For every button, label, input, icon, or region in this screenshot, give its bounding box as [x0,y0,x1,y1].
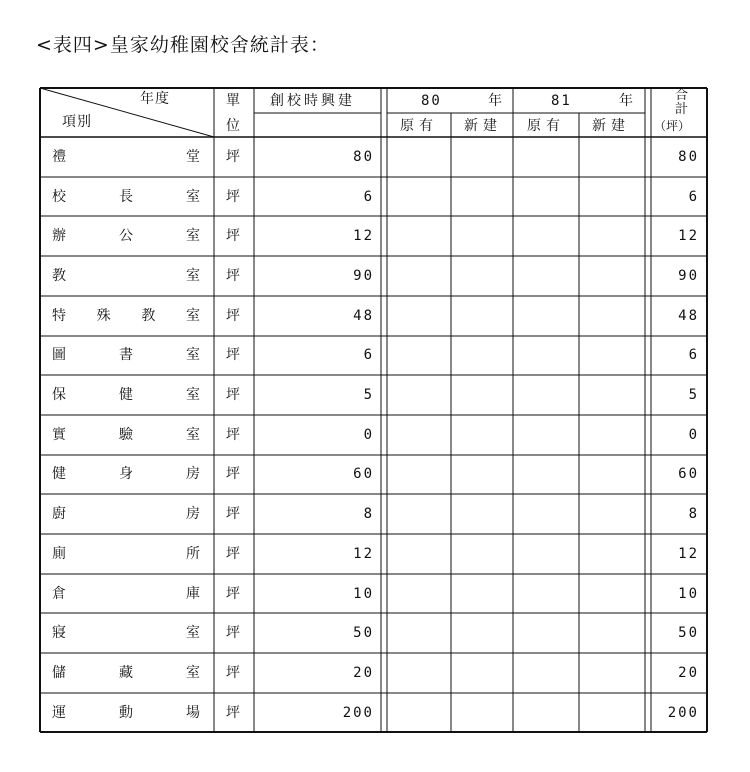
row-founding-value: 60 [353,466,374,482]
row-unit: 坪 [226,506,240,522]
row-founding-value: 50 [353,625,374,641]
header-81-newbuild: 新建 [592,118,630,134]
row-total-value: 6 [688,347,699,363]
row-unit: 坪 [226,228,240,244]
row-unit: 坪 [226,149,240,165]
row-total-value: 10 [678,586,699,602]
row-total-value: 12 [678,228,699,244]
header-founding: 創校時興建 [270,93,355,109]
row-unit: 坪 [226,705,240,721]
row-item-label: 運 動 場 [52,705,200,721]
row-unit: 坪 [226,427,240,443]
row-founding-value: 8 [363,506,374,522]
row-founding-value: 90 [353,268,374,284]
row-item-label: 倉 庫 [52,586,200,602]
row-unit: 坪 [226,546,240,562]
header-total-line3: （坪） [654,119,691,133]
row-item-label: 教 室 [52,268,200,284]
header-unit-line2: 位 [226,118,241,134]
header-year-81: 81 [551,93,572,109]
header-year-80: 80 [421,93,442,109]
row-item-label: 校 長 室 [52,189,200,205]
row-unit: 坪 [226,308,240,324]
row-item-label: 辦 公 室 [52,228,200,244]
row-founding-value: 5 [363,387,374,403]
header-year-label: 年度 [140,91,170,107]
row-item-label: 儲 藏 室 [52,665,200,681]
row-founding-value: 6 [363,347,374,363]
header-81-original: 原有 [527,118,565,134]
row-founding-value: 12 [353,228,374,244]
row-total-value: 12 [678,546,699,562]
row-total-value: 5 [688,387,699,403]
row-founding-value: 0 [363,427,374,443]
row-unit: 坪 [226,387,240,403]
header-total-line1: 合 [675,88,690,103]
row-total-value: 0 [688,427,699,443]
row-unit: 坪 [226,189,240,205]
row-item-label: 寢 室 [52,625,200,641]
header-year-81-nian: 年 [619,93,634,109]
row-total-value: 20 [678,665,699,681]
header-total-line2: 計 [675,102,690,117]
page-title: <表四>皇家幼稚園校舍統計表： [36,34,330,56]
row-founding-value: 6 [363,189,374,205]
row-unit: 坪 [226,586,240,602]
row-item-label: 保 健 室 [52,387,200,403]
row-founding-value: 48 [353,308,374,324]
header-item-label: 項別 [62,114,92,130]
header-80-original: 原有 [400,118,438,134]
row-item-label: 實 驗 室 [52,427,200,443]
row-total-value: 50 [678,625,699,641]
row-item-label: 廁 所 [52,546,200,562]
row-total-value: 48 [678,308,699,324]
row-total-value: 90 [678,268,699,284]
row-unit: 坪 [226,347,240,363]
row-total-value: 200 [667,705,699,721]
row-item-label: 健 身 房 [52,466,200,482]
row-item-label: 特 殊 教 室 [52,308,200,324]
row-unit: 坪 [226,665,240,681]
row-founding-value: 80 [353,149,374,165]
row-total-value: 80 [678,149,699,165]
row-item-label: 圖 書 室 [52,347,200,363]
row-item-label: 廚 房 [52,506,200,522]
row-founding-value: 200 [342,705,374,721]
row-founding-value: 12 [353,546,374,562]
row-founding-value: 10 [353,586,374,602]
row-founding-value: 20 [353,665,374,681]
row-total-value: 60 [678,466,699,482]
header-80-newbuild: 新建 [464,118,502,134]
header-year-80-nian: 年 [488,93,503,109]
row-total-value: 6 [688,189,699,205]
row-total-value: 8 [688,506,699,522]
row-unit: 坪 [226,625,240,641]
row-unit: 坪 [226,466,240,482]
row-unit: 坪 [226,268,240,284]
header-unit-line1: 單 [226,93,241,109]
row-item-label: 禮 堂 [52,149,200,165]
